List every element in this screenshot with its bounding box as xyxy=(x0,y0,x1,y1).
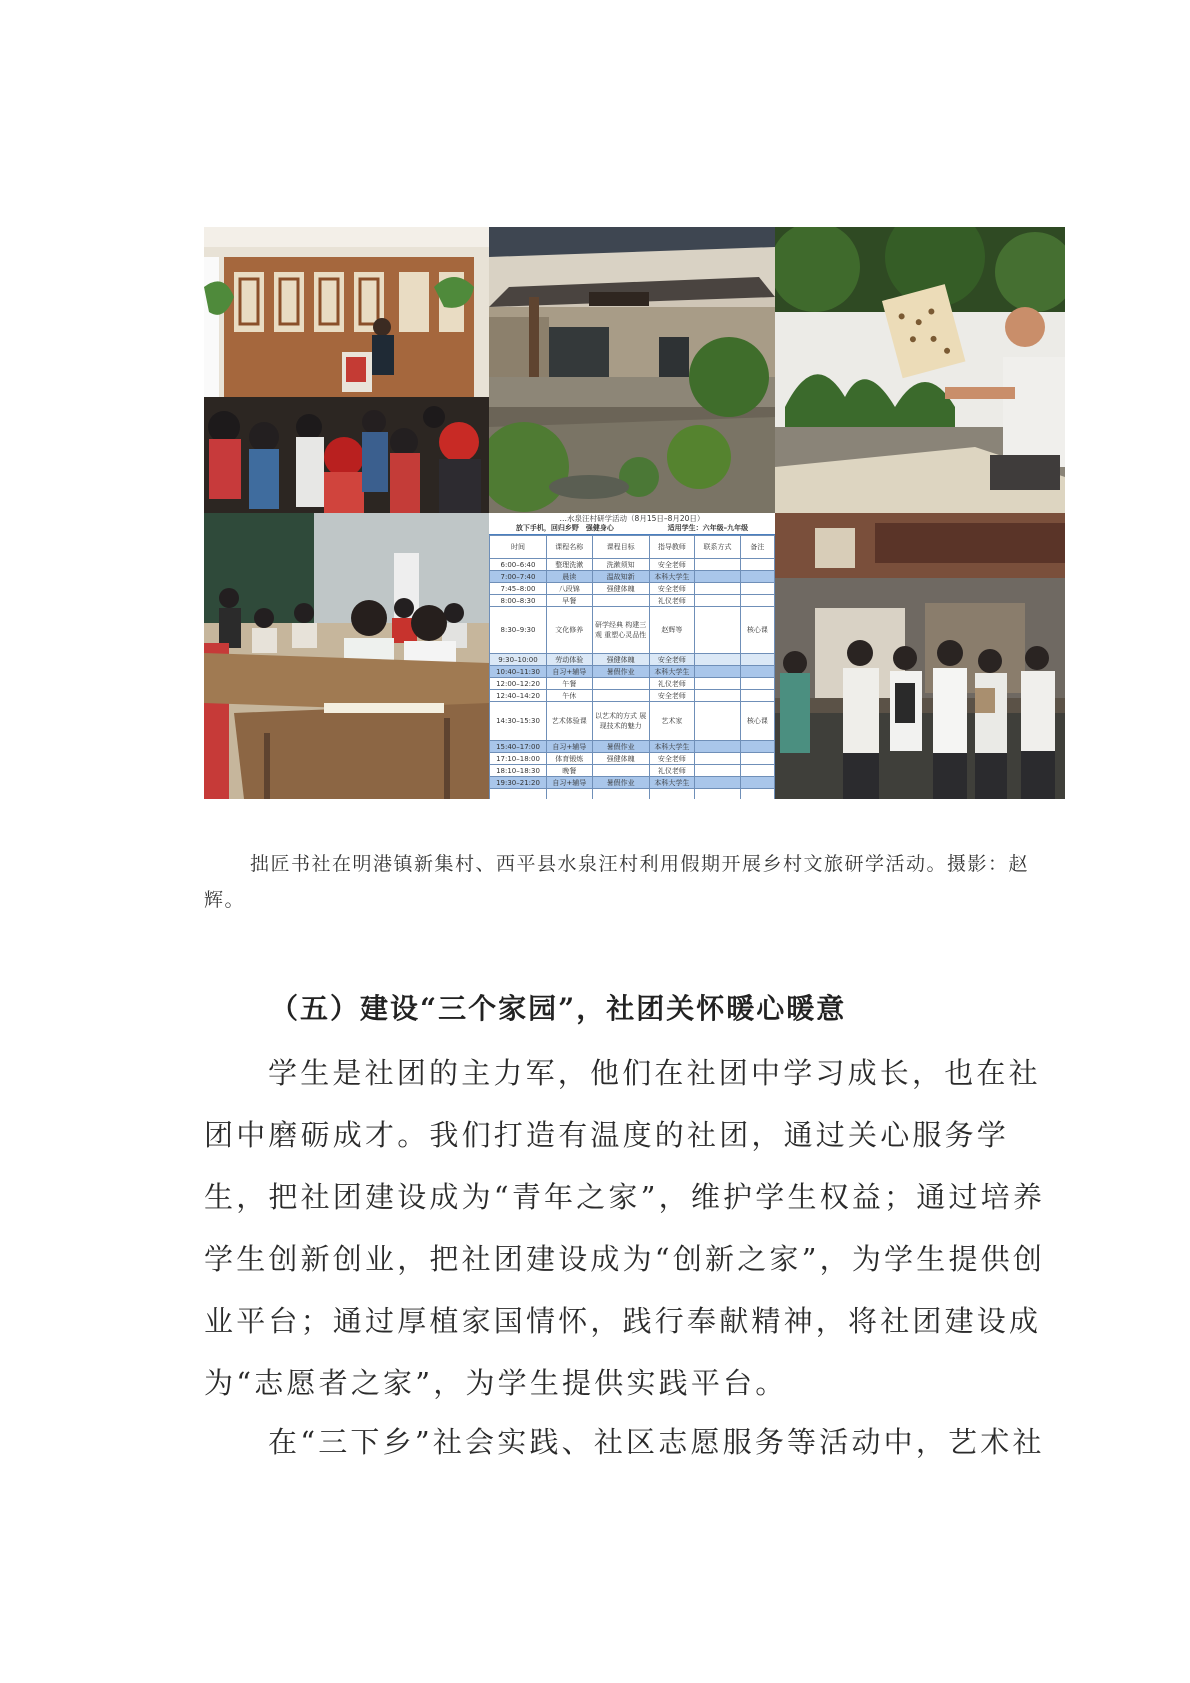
schedule-course-cell: 自习+辅导 xyxy=(547,777,593,789)
schedule-contact-cell xyxy=(695,765,741,777)
schedule-course-cell: 午餐 xyxy=(547,678,593,690)
classroom-lecture-photo xyxy=(204,227,489,513)
schedule-time-cell: 14:30–15:30 xyxy=(490,702,547,741)
schedule-time-cell: 7:45–8:00 xyxy=(490,583,547,595)
schedule-header-cell: 时间 xyxy=(490,536,547,559)
schedule-row xyxy=(490,571,775,583)
schedule-note-cell xyxy=(740,777,774,789)
schedule-contact-cell xyxy=(695,666,741,678)
schedule-row xyxy=(490,654,775,666)
photo-collage xyxy=(204,227,1065,799)
schedule-course-cell: 整理洗漱 xyxy=(547,559,593,571)
schedule-contact-cell xyxy=(695,690,741,702)
students-classroom-photo xyxy=(204,513,489,799)
schedule-note-cell xyxy=(740,571,774,583)
schedule-time-cell: 12:00–12:20 xyxy=(490,678,547,690)
schedule-teacher-cell: 安全老师 xyxy=(649,753,695,765)
courtyard-building-photo xyxy=(489,227,775,513)
schedule-header-cell: 指导教师 xyxy=(649,536,695,559)
schedule-row xyxy=(490,765,775,777)
schedule-contact-cell xyxy=(695,607,741,654)
schedule-row xyxy=(490,789,775,800)
schedule-course-cell xyxy=(547,789,593,800)
schedule-teacher-cell: 本科大学生 xyxy=(649,741,695,753)
schedule-time-cell: 12:40–14:20 xyxy=(490,690,547,702)
schedule-goal-cell: 暑假作业 xyxy=(592,777,649,789)
schedule-header-cell: 联系方式 xyxy=(695,536,741,559)
schedule-row xyxy=(490,741,775,753)
schedule-goal-cell: 洗漱须知 xyxy=(592,559,649,571)
schedule-contact-cell xyxy=(695,741,741,753)
schedule-contact-cell xyxy=(695,571,741,583)
schedule-header-cell: 课程名称 xyxy=(547,536,593,559)
schedule-note-cell xyxy=(740,654,774,666)
schedule-teacher-cell: 安全老师 xyxy=(649,583,695,595)
schedule-teacher-cell: 安全老师 xyxy=(649,559,695,571)
schedule-course-cell: 艺术体验课 xyxy=(547,702,593,741)
schedule-note-cell xyxy=(740,583,774,595)
schedule-course-cell: 自习+辅导 xyxy=(547,741,593,753)
schedule-slogan: 放下手机，回归乡野 强健身心 xyxy=(515,524,614,532)
schedule-teacher-cell: 本科大学生 xyxy=(649,571,695,583)
schedule-course-cell: 午休 xyxy=(547,690,593,702)
schedule-note-cell: 核心课 xyxy=(740,607,774,654)
schedule-time-cell: 10:40–11:30 xyxy=(490,666,547,678)
schedule-teacher-cell: 礼仪老师 xyxy=(649,765,695,777)
schedule-contact-cell xyxy=(695,702,741,741)
schedule-note-cell xyxy=(740,595,774,607)
schedule-teacher-cell: 本科大学生 xyxy=(649,777,695,789)
schedule-goal-cell: 以艺术的方式 展现技术的魅力 xyxy=(592,702,649,741)
schedule-time-cell: 9:30–10:00 xyxy=(490,654,547,666)
schedule-note-cell xyxy=(740,666,774,678)
schedule-goal-cell: 强健体魄 xyxy=(592,583,649,595)
schedule-goal-cell xyxy=(592,678,649,690)
schedule-contact-cell xyxy=(695,654,741,666)
schedule-course-cell: 八段锦 xyxy=(547,583,593,595)
schedule-teacher-cell: 本科大学生 xyxy=(649,666,695,678)
schedule-contact-cell xyxy=(695,559,741,571)
schedule-time-cell xyxy=(490,789,547,800)
schedule-row xyxy=(490,690,775,702)
schedule-header-cell: 备注 xyxy=(740,536,774,559)
schedule-subtitle xyxy=(489,524,775,535)
schedule-goal-cell xyxy=(592,789,649,800)
schedule-row xyxy=(490,678,775,690)
schedule-teacher-cell: 艺术家 xyxy=(649,702,695,741)
schedule-goal-cell: 研学经典 构建三观 重塑心灵品性 xyxy=(592,607,649,654)
schedule-row xyxy=(490,666,775,678)
schedule-contact-cell xyxy=(695,789,741,800)
schedule-note-cell xyxy=(740,678,774,690)
section-heading: （五）建设“三个家园”，社团关怀暖心暖意 xyxy=(270,992,847,1025)
schedule-note-cell xyxy=(740,789,774,800)
schedule-time-cell: 17:10–18:00 xyxy=(490,753,547,765)
schedule-goal-cell xyxy=(592,765,649,777)
schedule-note-cell xyxy=(740,741,774,753)
schedule-goal-cell: 强健体魄 xyxy=(592,654,649,666)
schedule-time-cell: 8:30–9:30 xyxy=(490,607,547,654)
calligraphy-display-photo xyxy=(775,227,1065,513)
schedule-contact-cell xyxy=(695,777,741,789)
schedule-audience: 适用学生：六年级–九年级 xyxy=(667,524,749,532)
schedule-goal-cell: 暑假作业 xyxy=(592,666,649,678)
schedule-goal-cell: 强健体魄 xyxy=(592,753,649,765)
schedule-time-cell: 19:30–21:20 xyxy=(490,777,547,789)
schedule-teacher-cell: 安全老师 xyxy=(649,654,695,666)
students-group-photo xyxy=(775,513,1065,799)
schedule-row xyxy=(490,702,775,741)
schedule-note-cell: 核心课 xyxy=(740,702,774,741)
schedule-time-cell: 15:40–17:00 xyxy=(490,741,547,753)
schedule-contact-cell xyxy=(695,678,741,690)
schedule-teacher-cell xyxy=(649,789,695,800)
schedule-course-cell: 文化修养 xyxy=(547,607,593,654)
schedule-row xyxy=(490,777,775,789)
schedule-goal-cell: 暑假作业 xyxy=(592,741,649,753)
schedule-course-cell: 劳动体验 xyxy=(547,654,593,666)
schedule-contact-cell xyxy=(695,595,741,607)
body-paragraph: 学生是社团的主力军，他们在社团中学习成长，也在社团中磨砺成才。我们打造有温度的社团，通过关心服务学生，把社团建设成为“青年之家”，维护学生权益；通过培养学生创新创业，把社团建设成为“创新之家”，为学生提供创业平台；通过厚植家国情怀，践行奉献精神，将社团建设成为“志愿者之家”，为学生提供实践平台。 xyxy=(204,1056,1046,1400)
schedule-teacher-cell: 赵辉等 xyxy=(649,607,695,654)
schedule-header-row xyxy=(490,536,775,559)
schedule-grid xyxy=(489,535,775,799)
schedule-note-cell xyxy=(740,559,774,571)
schedule-course-cell: 晚餐 xyxy=(547,765,593,777)
schedule-course-cell: 晨读 xyxy=(547,571,593,583)
schedule-course-cell: 自习+辅导 xyxy=(547,666,593,678)
schedule-time-cell: 6:00–6:40 xyxy=(490,559,547,571)
schedule-contact-cell xyxy=(695,753,741,765)
schedule-note-cell xyxy=(740,690,774,702)
schedule-time-cell: 18:10–18:30 xyxy=(490,765,547,777)
schedule-table xyxy=(489,513,775,799)
schedule-note-cell xyxy=(740,765,774,777)
schedule-row xyxy=(490,607,775,654)
schedule-body xyxy=(490,559,775,800)
schedule-course-cell: 体育锻炼 xyxy=(547,753,593,765)
figure-caption: 拙匠书社在明港镇新集村、西平县水泉汪村利用假期开展乡村文旅研学活动。摄影：赵辉。 xyxy=(204,853,1030,911)
schedule-row xyxy=(490,753,775,765)
schedule-teacher-cell: 礼仪老师 xyxy=(649,678,695,690)
schedule-goal-cell xyxy=(592,595,649,607)
schedule-row xyxy=(490,595,775,607)
schedule-row xyxy=(490,559,775,571)
schedule-goal-cell xyxy=(592,690,649,702)
schedule-course-cell: 早餐 xyxy=(547,595,593,607)
schedule-teacher-cell: 礼仪老师 xyxy=(649,595,695,607)
schedule-teacher-cell: 安全老师 xyxy=(649,690,695,702)
body-paragraph: 在“三下乡”社会实践、社区志愿服务等活动中，艺术社 xyxy=(268,1425,1045,1459)
schedule-row xyxy=(490,583,775,595)
schedule-contact-cell xyxy=(695,583,741,595)
schedule-goal-cell: 温故知新 xyxy=(592,571,649,583)
schedule-time-cell: 7:00–7:40 xyxy=(490,571,547,583)
schedule-title: …水泉汪村研学活动（8月15日–8月20日） xyxy=(559,514,705,523)
schedule-note-cell xyxy=(740,753,774,765)
schedule-time-cell: 8:00–8:30 xyxy=(490,595,547,607)
schedule-header-cell: 课程目标 xyxy=(592,536,649,559)
